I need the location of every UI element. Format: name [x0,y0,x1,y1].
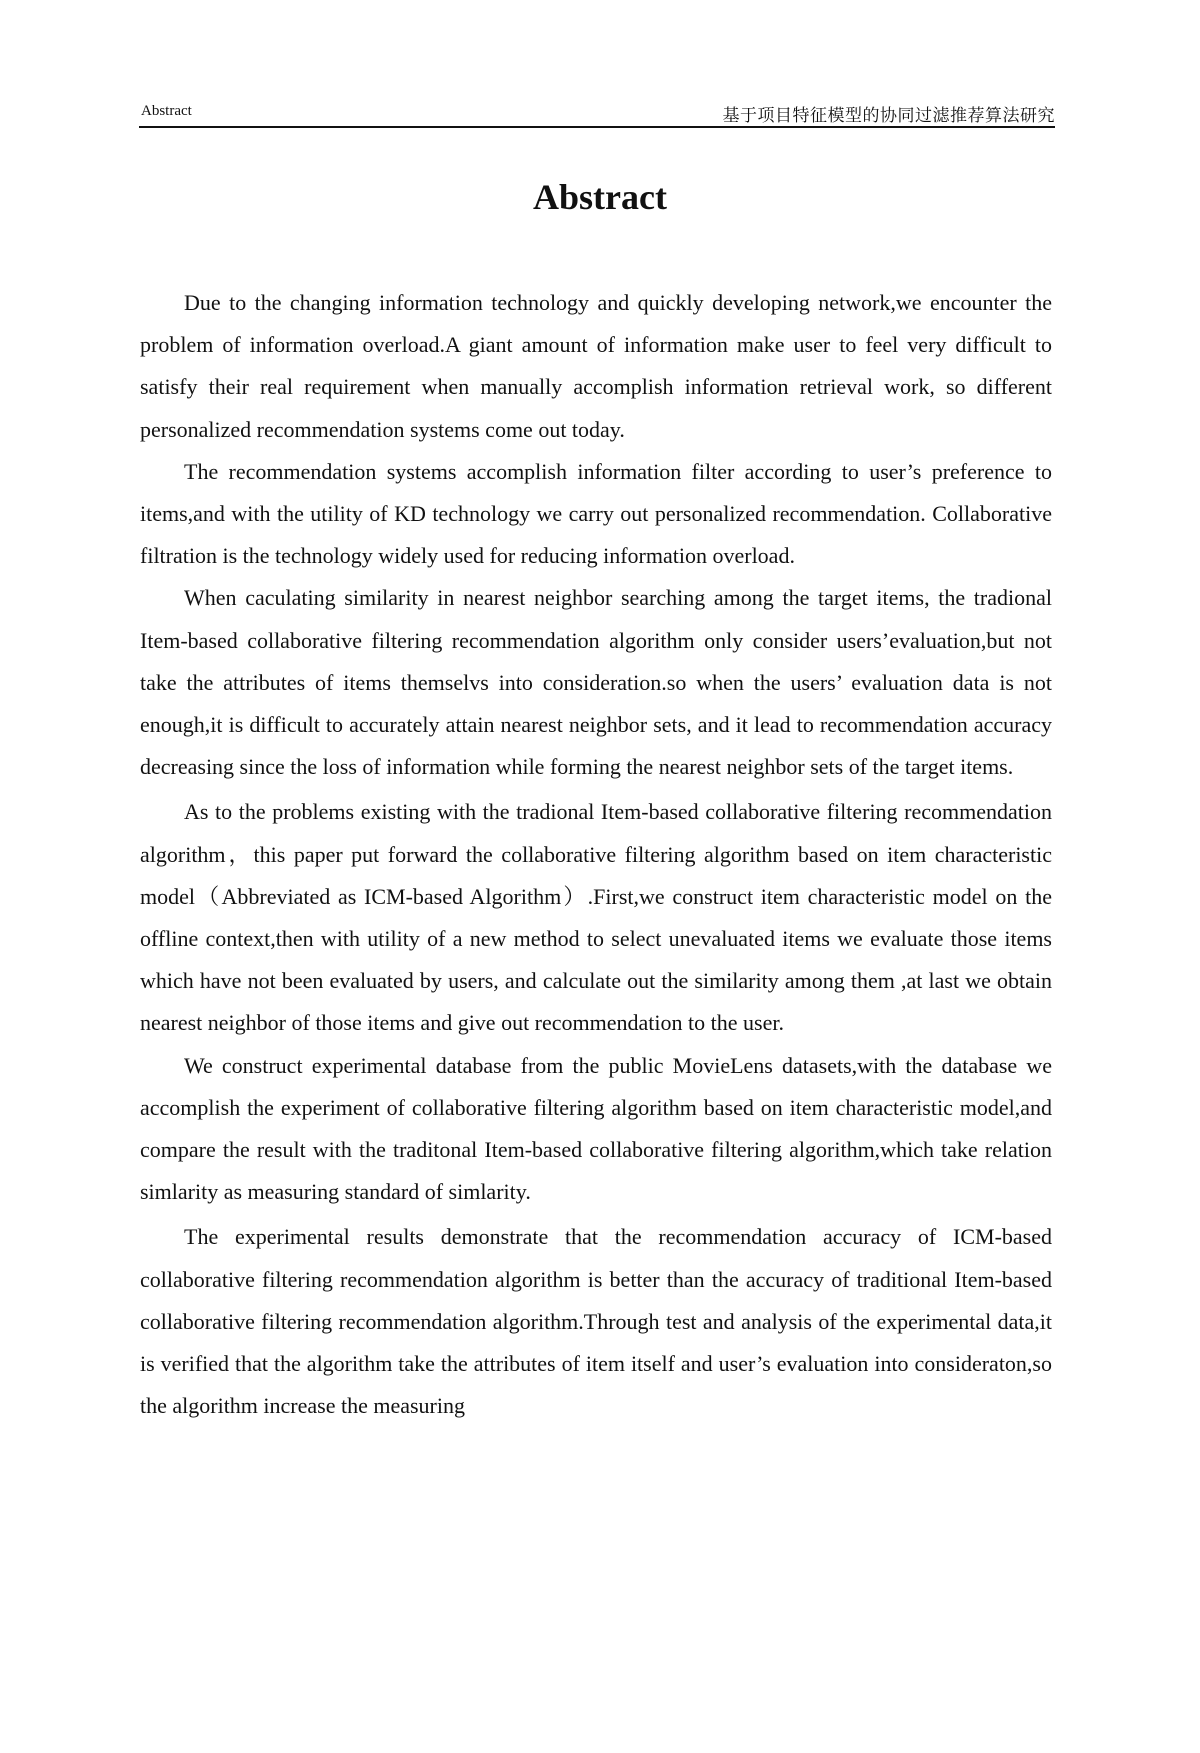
paragraph: Due to the changing information technology and quickly developing network,we encounter the problem of information overload.A giant amount of information make user to feel very difficult to satisfy their real requirement when manually accomplish information retrieval work, so different personalized recommendation systems come out today. [140,290,1052,442]
abstract-body [140,282,1052,1427]
paragraph: The recommendation systems accomplish information filter according to user’s preference to items,and with the utility of KD technology we carry out personalized recommendation. Collaborative filtration is the technology widely used for reducing information overload. [140,458,1052,569]
paragraph: As to the problems existing with the tradional Item-based collaborative filtering recommendation algorithm，this paper put forward the collaborative filtering algorithm based on item characteristic model（Abbreviated as ICM-based Algorithm）.First,we construct item characteristic model on the offline context,then with utility of a new method to select unevaluated items we evaluate those items which have not been evaluated by users, and calculate out the similarity among them ,at last we obtain nearest neighbor of those items and give out recommendation to the user. [140,799,1052,1036]
page-title: Abstract [533,177,667,217]
paragraph: We construct experimental database from the public MovieLens datasets,with the database we accomplish the experiment of collaborative filtering algorithm based on item characteristic model,and compare the result with the traditonal Item-based collaborative filtering algorithm,which take relation simlarity as measuring standard of simlarity. [140,1052,1052,1205]
header-section-label: Abstract [141,103,192,119]
paragraph: The experimental results demonstrate that the recommendation accuracy of ICM-based collaborative filtering recommendation algorithm is better than the accuracy of traditional Item-based collaborative filtering recommendation algorithm.Through test and analysis of the experimental data,it is verified that the algorithm take the attributes of item itself and user’s evaluation into consideraton,so the algorithm increase the measuring [140,1224,1052,1419]
header-thesis-title: 基于项目特征模型的协同过滤推荐算法研究 [722,106,1055,126]
running-header [139,100,1055,128]
paragraph: When caculating similarity in nearest neighbor searching among the target items, the tradional Item-based collaborative filtering recommendation algorithm only consider users’evaluation,but not take the attributes of items themselvs into consideration.so when the users’ evaluation data is not enough,it is difficult to accurately attain nearest neighbor sets, and it lead to recommendation accuracy decreasing since the loss of information while forming the nearest neighbor sets of the target items. [140,585,1052,780]
